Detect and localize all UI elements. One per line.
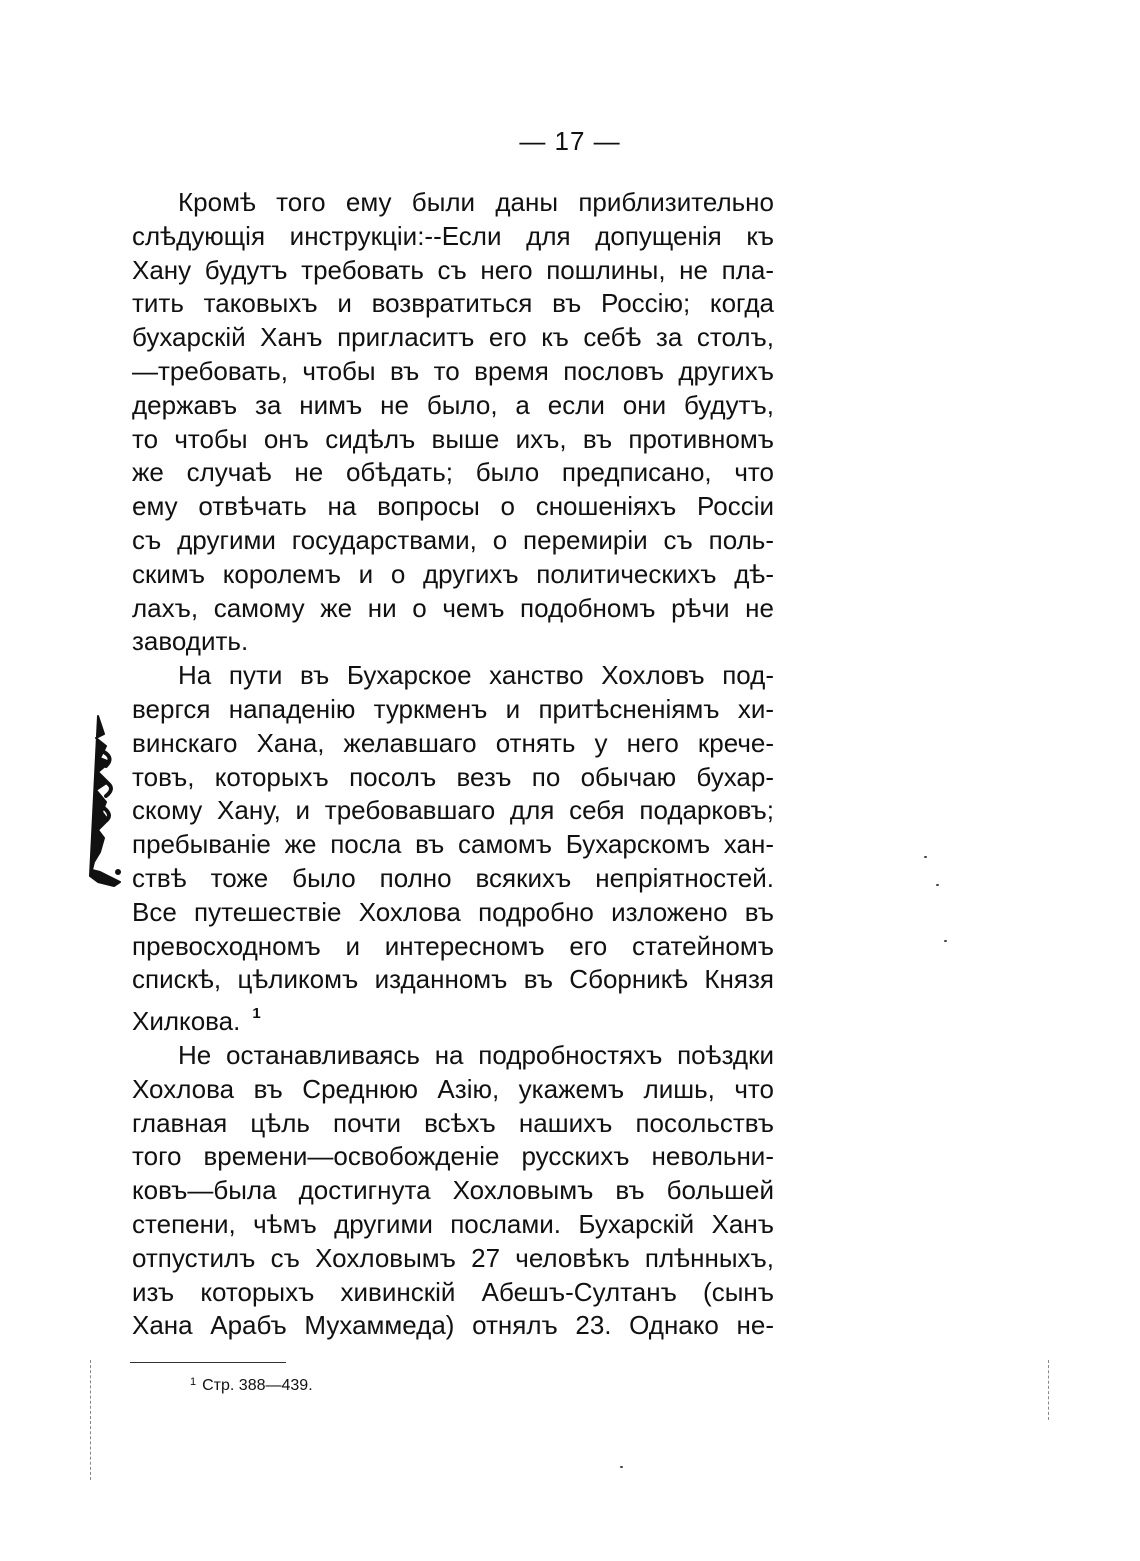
scan-speck [936,884,939,886]
scan-edge-mark [90,1360,91,1480]
text-line: заводить. [132,626,249,657]
text-line-with-footnote [132,997,774,1039]
text-line: Хилкова. [132,1006,241,1037]
text-line: изъ которыхъ хивинскій Абешъ-Султанъ (сынъ [132,1276,774,1307]
text-line: степени, чѣмъ другими послами. Бухарскій Ханъ [132,1208,774,1239]
library-stamp-mark [84,712,128,888]
text-line: лахъ, самому же ни о чемъ подобномъ рѣчи не [132,592,774,623]
footnote-divider [130,1362,286,1363]
text-line: спискѣ, цѣликомъ изданномъ въ Сборникѣ Князя [132,964,774,995]
text-line: державъ за нимъ не было, а если они будутъ, [132,389,774,420]
text-line: Кромѣ того ему были даны приблизительно [178,187,774,217]
scan-speck [620,1466,623,1468]
scan-speck [944,940,947,942]
text-line: ему отвѣчать на вопросы о сношеніяхъ Россіи [132,491,774,522]
text-line: Все путешествіе Хохлова подробно изложено въ [132,896,774,927]
text-line: съ другими государствами, о перемиріи съ поль- [132,524,774,555]
text-line: скому Хану, и требовавшаго для себя подарковъ; [132,795,774,826]
scan-edge-mark [1048,1360,1049,1420]
text-line: скимъ королемъ и о другихъ политическихъ дѣ- [132,558,774,589]
text-line: тить таковыхъ и возвратиться въ Россію; когда [132,288,774,319]
text-line: ствѣ тоже было полно всякихъ непріятностей. [132,862,774,893]
text-line: бухарскій Ханъ пригласитъ его къ себѣ за столъ, [132,322,774,353]
footnote-text: Стр. 388—439. [202,1377,313,1394]
page-number: — 17 — [519,126,621,156]
text-line: превосходномъ и интересномъ его статейномъ [132,930,774,961]
text-line: вергся нападенію туркменъ и притѣсненіямъ хи- [132,693,774,724]
text-line: слѣдующія инструкціи:--Если для допущенія къ [132,220,774,251]
text-line: отпустилъ съ Хохловымъ 27 человѣкъ плѣнныхъ, [132,1242,774,1273]
text-line: Хану будутъ требовать съ него пошлины, не пла- [132,254,774,285]
footnote-number: 1 [190,1376,197,1388]
text-line: же случаѣ не обѣдать; было предписано, что [132,457,774,488]
text-line: товъ, которыхъ посолъ везъ по обычаю бухар- [132,761,774,792]
footnote-reference[interactable]: 1 [252,1005,261,1023]
text-line: Хохлова въ Среднюю Азію, укажемъ лишь, что [132,1073,774,1104]
text-line: главная цѣль почти всѣхъ нашихъ посольствъ [132,1107,774,1138]
text-line: Не останавливаясь на подробностяхъ поѣздки [178,1039,774,1070]
text-line: —требовать, чтобы въ то время пословъ другихъ [132,355,774,386]
main-text [132,186,774,1343]
text-line: винскаго Хана, желавшаго отнять у него кречe- [132,727,774,758]
text-line: пребываніе же посла въ самомъ Бухарскомъ хан- [132,829,774,860]
text-line: На пути въ Бухарское ханство Хохловъ под- [178,660,774,691]
text-line: ковъ—была достигнута Хохловымъ въ большей [132,1175,774,1206]
scan-speck [924,856,927,858]
text-line: Хана Арабъ Мухаммеда) отнялъ 23. Однако не- [132,1310,774,1341]
text-line: того времени—освобожденіе русскихъ невольни- [132,1141,774,1172]
text-line: то чтобы онъ сидѣлъ выше ихъ, въ противномъ [132,423,774,454]
footnote [190,1376,313,1395]
